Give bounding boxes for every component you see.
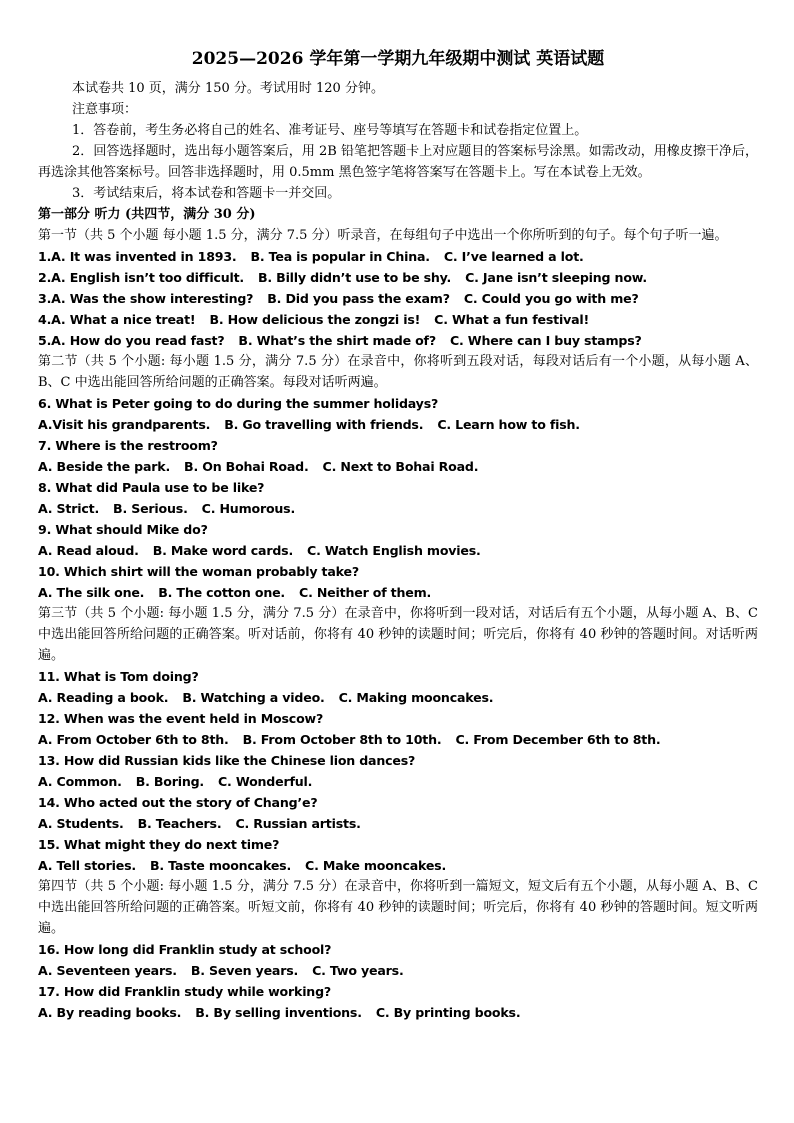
options-10 <box>38 582 758 603</box>
option-a: A.Visit his grandparents. <box>38 417 211 432</box>
question-3 <box>38 288 758 309</box>
option-a: 3.A. Was the show interesting? <box>38 291 254 306</box>
option-b: B. Tea is popular in China. <box>250 249 430 264</box>
exam-page <box>38 48 758 1023</box>
section-intro-3: 第三节（共 5 个小题: 每小题 1.5 分，满分 7.5 分）在录音中，你将听到一段对话，对话后有五个小题，从每小题 A、B、C 中选出能回答所给问题的正确答案。听对话前，你将有 40 秒钟的读题时间；听完后，你将有 40 秒钟的答题时间。对话听两遍。 <box>38 606 758 663</box>
option-b: B. Teachers. <box>137 816 222 831</box>
section-2-items <box>38 393 758 603</box>
options-6 <box>38 414 758 435</box>
option-a: A. By reading books. <box>38 1005 182 1020</box>
option-b: B. Serious. <box>113 501 188 516</box>
option-b: B. What’s the shirt made of? <box>238 333 436 348</box>
option-b: B. On Bohai Road. <box>184 459 309 474</box>
question-6: 6. What is Peter going to do during the summer holidays? <box>38 396 439 411</box>
question-7: 7. Where is the restroom? <box>38 438 218 453</box>
option-a: A. Read aloud. <box>38 543 139 558</box>
section-intro-2: 第二节（共 5 个小题: 每小题 1.5 分，满分 7.5 分）在录音中，你将听到五段对话，每段对话后有一个小题，从每小题 A、B、C 中选出能回答所给问题的正确答案。每段对话听两遍。 <box>38 354 758 390</box>
notice-item-2: 2．回答选择题时，选出每小题答案后，用 2B 铅笔把答题卡上对应题目的答案标号涂黑。如需改动，用橡皮擦干净后，再选涂其他答案标号。回答非选择题时，用 0.5mm 黑色签字笔将答案写在答题卡上。写在本试卷上无效。 <box>38 144 758 180</box>
option-c: C. Make mooncakes. <box>305 858 447 873</box>
option-b: B. Seven years. <box>190 963 299 978</box>
option-a: 4.A. What a nice treat! <box>38 312 196 327</box>
option-b: B. The cotton one. <box>158 585 286 600</box>
part-heading: 第一部分 听力 (共四节，满分 30 分) <box>38 207 256 222</box>
question-13: 13. How did Russian kids like the Chinese lion dances? <box>38 753 416 768</box>
question-2 <box>38 267 758 288</box>
options-8 <box>38 498 758 519</box>
option-c: C. By printing books. <box>375 1005 521 1020</box>
exam-info: 本试卷共 10 页，满分 150 分。考试用时 120 分钟。 <box>72 81 384 96</box>
question-4 <box>38 309 758 330</box>
options-12 <box>38 729 758 750</box>
option-a: A. Beside the park. <box>38 459 171 474</box>
option-c: C. Jane isn’t sleeping now. <box>465 270 647 285</box>
option-a: 5.A. How do you read fast? <box>38 333 225 348</box>
option-b: B. Taste mooncakes. <box>149 858 292 873</box>
option-c: C. Learn how to fish. <box>437 417 580 432</box>
option-c: C. Humorous. <box>201 501 296 516</box>
options-17 <box>38 1002 758 1023</box>
section-1-items <box>38 246 758 351</box>
option-c: C. Next to Bohai Road. <box>322 459 479 474</box>
option-c: C. Watch English movies. <box>307 543 481 558</box>
question-5 <box>38 330 758 351</box>
question-1 <box>38 246 758 267</box>
option-a: A. The silk one. <box>38 585 145 600</box>
option-c: C. I’ve learned a lot. <box>443 249 584 264</box>
option-c: C. Wonderful. <box>218 774 313 789</box>
options-13 <box>38 771 758 792</box>
option-a: A. Tell stories. <box>38 858 136 873</box>
option-a: A. Common. <box>38 774 122 789</box>
option-c: C. Making mooncakes. <box>338 690 494 705</box>
section-4-items <box>38 939 758 1023</box>
options-11 <box>38 687 758 708</box>
notice-item-1: 1．答卷前，考生务必将自己的姓名、准考证号、座号等填写在答题卡和试卷指定位置上。 <box>72 123 588 138</box>
option-c: C. Neither of them. <box>299 585 432 600</box>
question-17: 17. How did Franklin study while working? <box>38 984 331 999</box>
options-16 <box>38 960 758 981</box>
option-b: B. Boring. <box>135 774 205 789</box>
question-12: 12. When was the event held in Moscow? <box>38 711 324 726</box>
question-10: 10. Which shirt will the woman probably take? <box>38 564 359 579</box>
notice-item-3: 3．考试结束后，将本试卷和答题卡一并交回。 <box>72 186 341 201</box>
option-a: A. From October 6th to 8th. <box>38 732 229 747</box>
option-c: C. Two years. <box>312 963 404 978</box>
option-b: B. Go travelling with friends. <box>224 417 424 432</box>
option-c: C. What a fun festival! <box>434 312 590 327</box>
option-a: A. Reading a book. <box>38 690 169 705</box>
question-15: 15. What might they do next time? <box>38 837 280 852</box>
option-b: B. Watching a video. <box>182 690 325 705</box>
section-intro-4: 第四节（共 5 个小题: 每小题 1.5 分，满分 7.5 分）在录音中，你将听到一篇短文，短文后有五个小题，从每小题 A、B、C 中选出能回答所给问题的正确答案。听短文前，你将有 40 秒钟的读题时间；听完后，你将有 40 秒钟的答题时间。短文听两遍。 <box>38 879 758 936</box>
options-7 <box>38 456 758 477</box>
options-14 <box>38 813 758 834</box>
option-c: C. From December 6th to 8th. <box>455 732 661 747</box>
options-9 <box>38 540 758 561</box>
option-b: B. Billy didn’t use to be shy. <box>258 270 452 285</box>
question-16: 16. How long did Franklin study at school? <box>38 942 332 957</box>
options-15 <box>38 855 758 876</box>
option-c: C. Where can I buy stamps? <box>449 333 642 348</box>
section-3-items <box>38 666 758 876</box>
exam-title: 2025—2026 学年第一学期九年级期中测试 英语试题 <box>191 49 605 69</box>
question-8: 8. What did Paula use to be like? <box>38 480 265 495</box>
option-a: A. Strict. <box>38 501 100 516</box>
option-b: B. From October 8th to 10th. <box>242 732 442 747</box>
option-a: 1.A. It was invented in 1893. <box>38 249 237 264</box>
option-a: A. Seventeen years. <box>38 963 177 978</box>
question-14: 14. Who acted out the story of Chang’e? <box>38 795 318 810</box>
option-c: C. Could you go with me? <box>463 291 639 306</box>
option-a: 2.A. English isn’t too difficult. <box>38 270 244 285</box>
option-a: A. Students. <box>38 816 124 831</box>
question-11: 11. What is Tom doing? <box>38 669 199 684</box>
section-intro-1: 第一节（共 5 个小题 每小题 1.5 分，满分 7.5 分）听录音，在每组句子中选出一个你所听到的句子。每个句子听一遍。 <box>38 228 728 243</box>
question-9: 9. What should Mike do? <box>38 522 208 537</box>
notice-heading: 注意事项： <box>72 102 138 117</box>
option-b: B. Make word cards. <box>152 543 294 558</box>
option-b: B. Did you pass the exam? <box>267 291 450 306</box>
option-b: B. By selling inventions. <box>195 1005 362 1020</box>
option-b: B. How delicious the zongzi is! <box>209 312 421 327</box>
option-c: C. Russian artists. <box>235 816 361 831</box>
